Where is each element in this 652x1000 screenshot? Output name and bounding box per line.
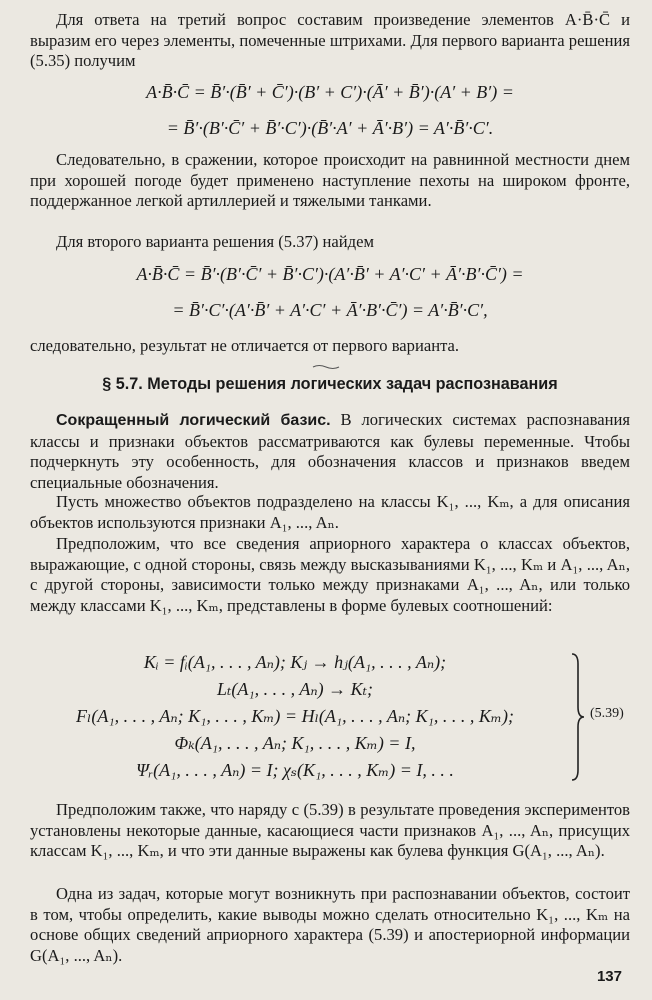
paragraph-task: Одна из задач, которые могут возникнуть при распознавании объектов, состоит в том, чтобы определить, какие выводы можно сделать относительно K₁, ..., Kₘ на основе общих сведений априорного характера (5.39) и апостериорной информации G(A₁, ..., Aₙ).	[30, 884, 630, 965]
paragraph-second-variant: Для второго варианта решения (5.37) найдем	[56, 232, 374, 251]
paragraph-conclusion-1: Следовательно, в сражении, которое происходит на равнинной местности днем при хорошей погоде будет применено наступление пехоты на широком фронте, поддержанное легкой артиллерией и тяжелыми танками.	[30, 150, 630, 211]
equation-1-line-2: = B̄′·(B′·C̄′ + B̄′·C′)·(B̄′·A′ + Ā′·B′) = A′·B̄′·C′.	[166, 118, 494, 138]
section-heading: § 5.7. Методы решения логических задач распознавания	[102, 375, 558, 393]
equation-1-line-1: A·B̄·C̄ = B̄′·(B̄′ + C̄′)·(B′ + C′)·(Ā′ + B̄′)·(A′ + B′) =	[146, 82, 514, 102]
paragraph-intro: Для ответа на третий вопрос составим произведение элементов A·B̄·C̄ и выразим его через элементы, помеченные штрихами. Для первого варианта решения (5.35) получим	[30, 10, 630, 71]
system-line-4: Φₖ(A₁, . . . , Aₙ; K₁, . . . , Kₘ) = I,	[174, 733, 416, 753]
right-brace	[570, 652, 586, 782]
paragraph-lead-term: Сокращенный логический базис.	[56, 412, 331, 429]
system-line-2: Lₜ(A₁, . . . , Aₙ) → Kₜ;	[216, 679, 374, 699]
equation-2-line-1: A·B̄·C̄ = B̄′·(B′·C̄′ + B̄′·C′)·(A′·B̄′ + A′·C′ + Ā′·B′·C̄′) =	[136, 264, 524, 284]
paragraph-basis-text: В логических системах распознавания классы и признаки объектов рассматриваются как булевы переменные. Чтобы подчеркнуть эту особенность, для обозначения классов и признаков введем специальные обозначения.	[30, 410, 631, 492]
equation-number: (5.39)	[590, 706, 624, 721]
system-line-3: Fₗ(A₁, . . . , Aₙ; K₁, . . . , Kₘ) = Hₗ(A₁, . . . , Aₙ; K₁, . . . , Kₘ);	[76, 706, 514, 726]
paragraph-classes: Пусть множество объектов подразделено на классы K₁, ..., Kₘ, а для описания объектов используются признаки A₁, ..., Aₙ.	[30, 492, 630, 532]
equation-2-line-2: = B̄′·C′·(A′·B̄′ + A′·C′ + Ā′·B′·C̄′) = A′·B̄′·C′,	[172, 300, 488, 320]
ornament-squiggle	[312, 364, 340, 370]
system-line-5: Ψᵣ(A₁, . . . , Aₙ) = I; χₛ(K₁, . . . , Kₘ) = I, . . .	[136, 760, 454, 780]
paragraph-basis	[30, 410, 630, 493]
paragraph-experiments: Предположим также, что наряду с (5.39) в результате проведения экспериментов установлены некоторые данные, касающиеся части признаков A₁, ..., Aₙ, присущих классам K₁, ..., Kₘ, и что эти данные выражены как булева функция G(A₁, ..., Aₙ).	[30, 800, 630, 861]
paragraph-conclusion-2: следовательно, результат не отличается от первого варианта.	[30, 336, 460, 355]
system-line-1: Kᵢ = fᵢ(A₁, . . . , Aₙ); Kⱼ → hⱼ(A₁, . . . , Aₙ);	[143, 652, 447, 672]
paragraph-assumption: Предположим, что все сведения априорного характера о классах объектов, выражающие, с одной стороны, связь между высказываниями K₁, ..., Kₘ и A₁, ..., Aₙ, с другой стороны, зависимости только между признаками A₁, ..., Aₙ, или только между классами K₁, ..., Kₘ, представлены в форме булевых соотношений:	[30, 534, 630, 615]
page-number: 137	[596, 968, 622, 985]
